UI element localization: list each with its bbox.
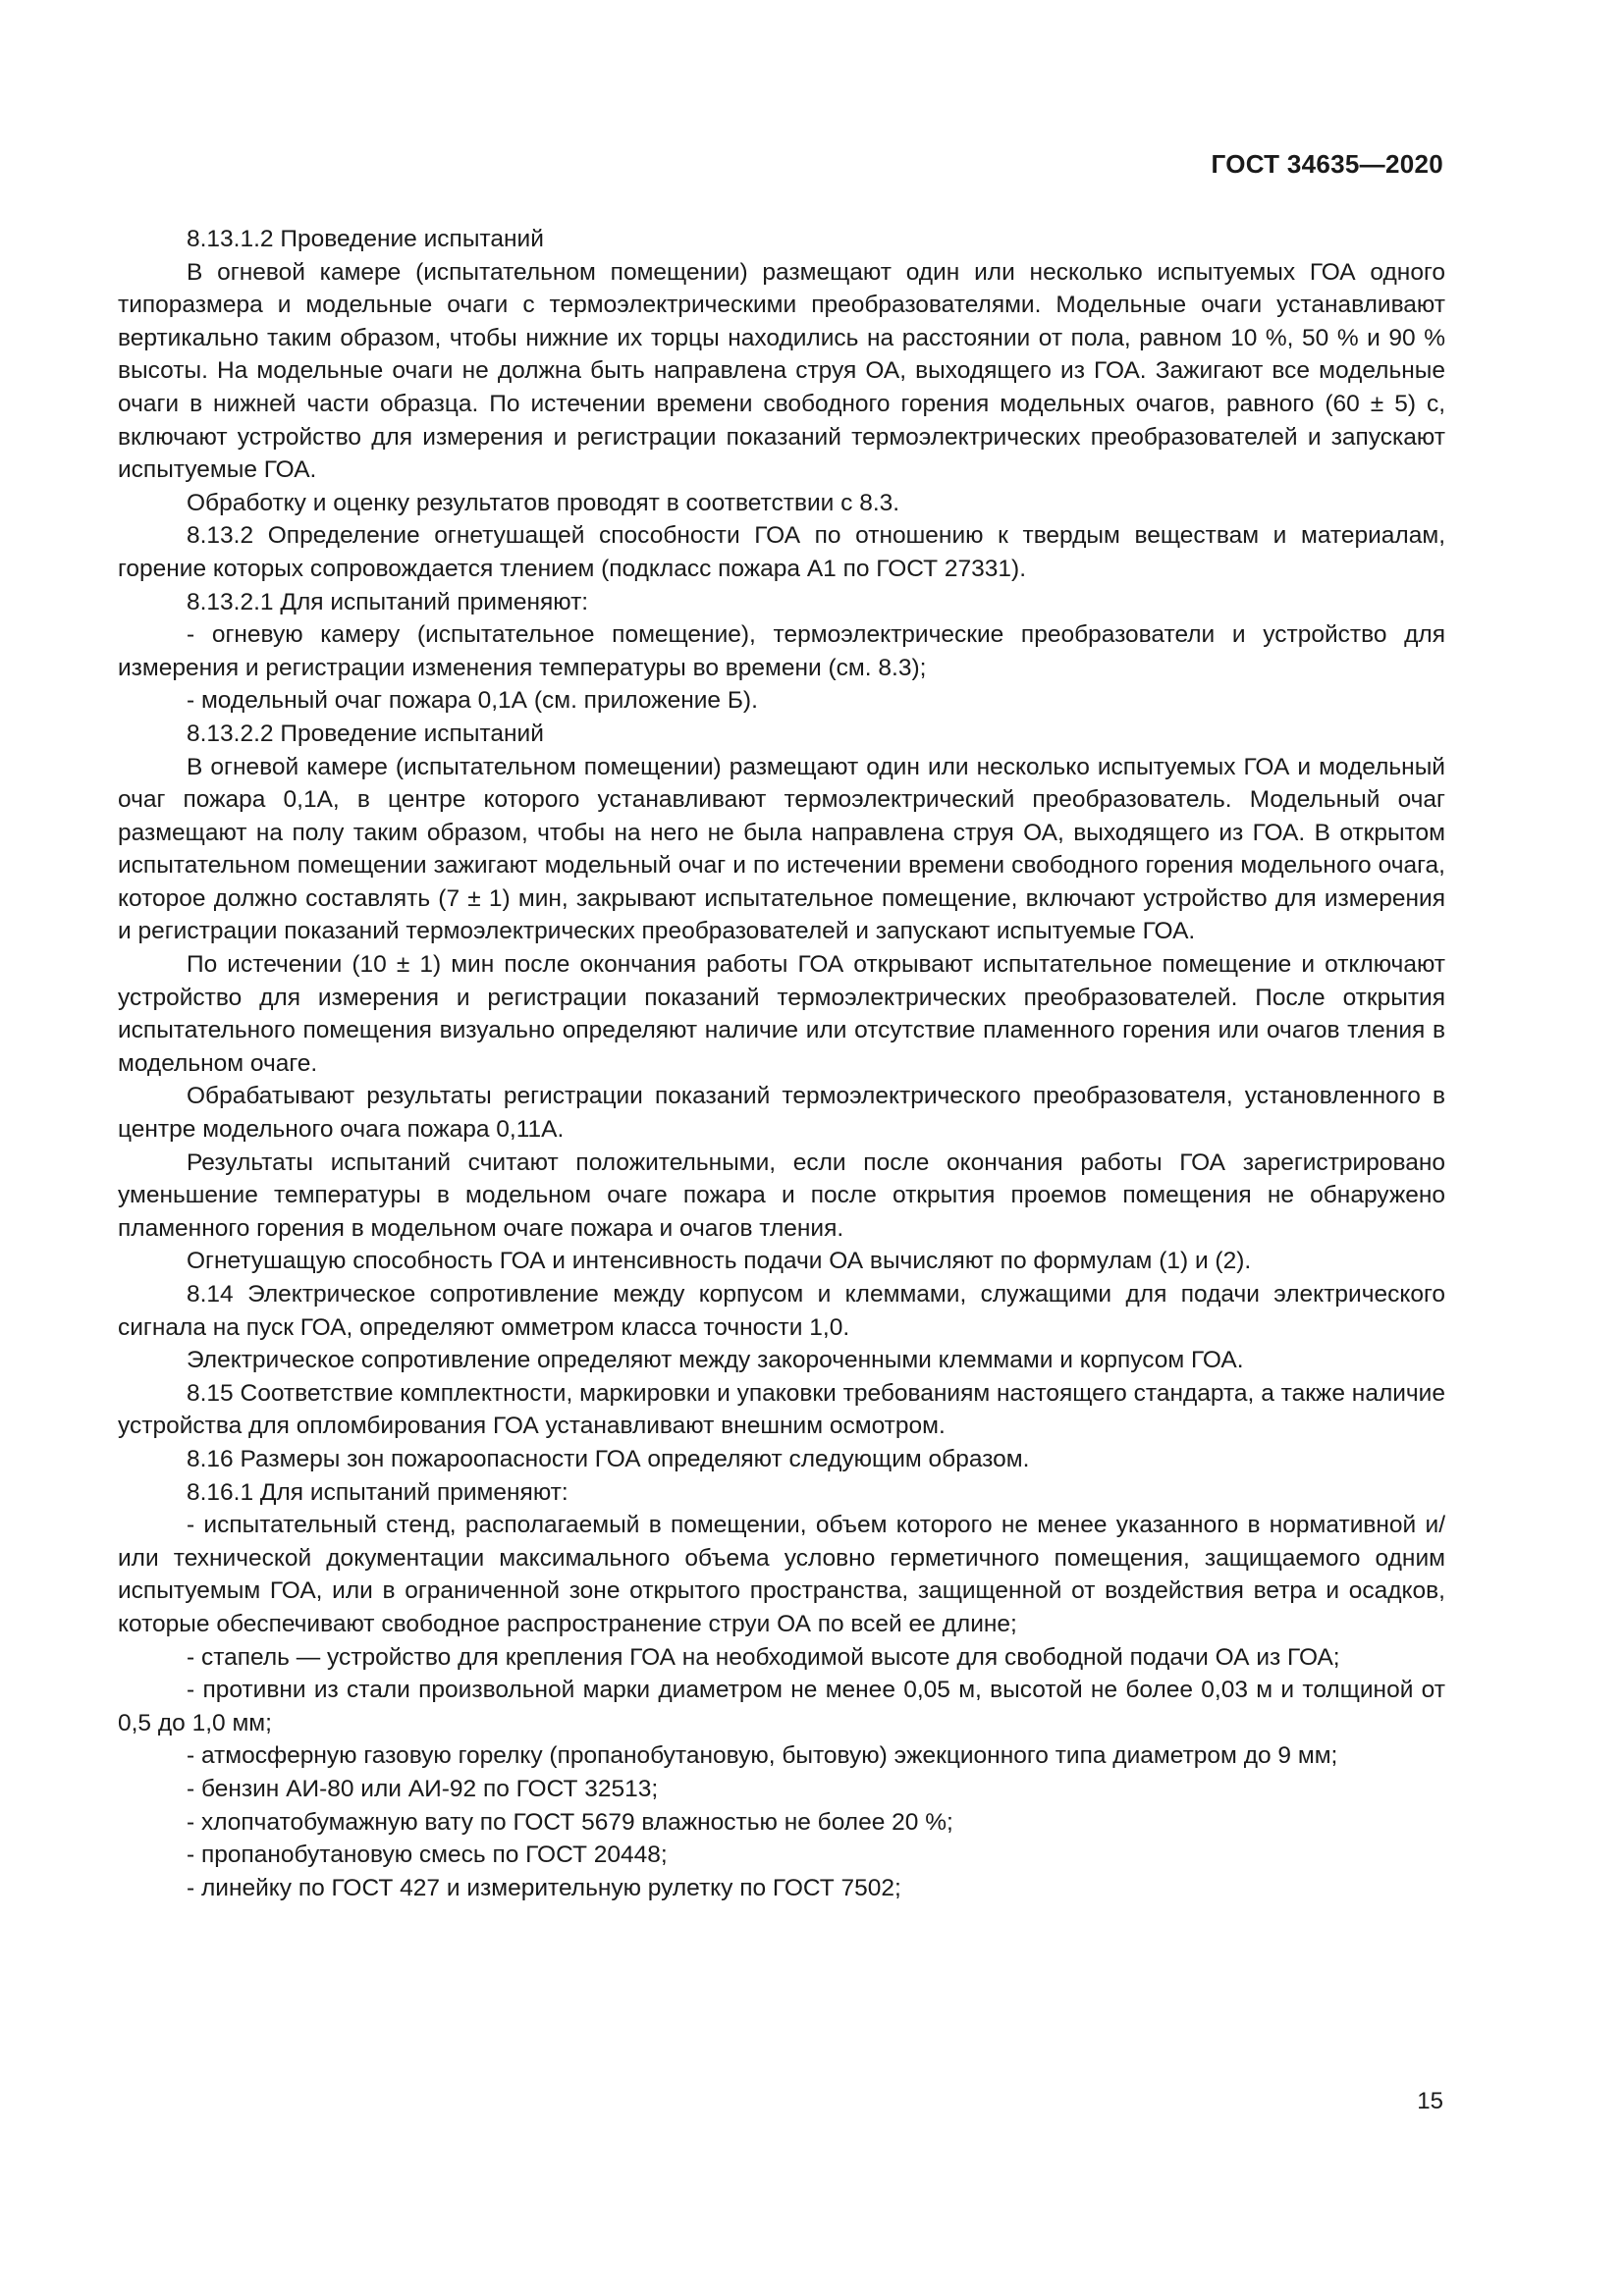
paragraph: Результаты испытаний считают положительными, если после окончания работы ГОА зарегистрировано уменьшение температуры в модельном очаге пожара и после открытия проемов помещения не обнаружено пламенного горения в модельном очаге пожара и очагов тления. [118,1148,1445,1242]
paragraph: 8.16.1 Для испытаний применяют: [187,1478,568,1506]
list-item: - линейку по ГОСТ 427 и измерительную рулетку по ГОСТ 7502; [187,1874,901,1901]
list-item: - модельный очаг пожара 0,1А (см. приложение Б). [187,687,758,715]
list-item: - противни из стали произвольной марки диаметром не менее 0,05 м, высотой не более 0,03 м и толщиной от 0,5 до 1,0 мм; [118,1677,1445,1736]
list-item: - атмосферную газовую горелку (пропанобутановую, бытовую) эжекционного типа диаметром до 9 мм; [187,1742,1338,1770]
paragraph: 8.13.2 Определение огнетушащей способности ГОА по отношению к твердым веществам и материалам, горение которых сопровождается тлением (подкласс пожара А1 по ГОСТ 27331). [118,522,1445,582]
paragraph: 8.15 Соответствие комплектности, маркировки и упаковки требованиям настоящего стандарта, а также наличие устройства для опломбирования ГОА устанавливают внешним осмотром. [118,1379,1445,1440]
list-item: - пропанобутановую смесь по ГОСТ 20448; [187,1842,668,1869]
paragraph: 8.14 Электрическое сопротивление между корпусом и клеммами, служащими для подачи электрического сигнала на пуск ГОА, определяют омметром класса точности 1,0. [118,1281,1445,1341]
list-item: - испытательный стенд, располагаемый в помещении, объем которого не менее указанного в нормативной и/или технической документации максимального объема условно герметичного помещения, защищаемого одним испытуемым ГОА, или в ограниченной зоне открытого пространства, защищенной от воздействия ветра и осадков, которые обеспечивают свободное распространение струи ОА по всей ее длине; [118,1512,1445,1637]
list-item: - стапель — устройство для крепления ГОА на необходимой высоте для свободной подачи ОА из ГОА; [187,1643,1340,1671]
list-item: - бензин АИ-80 или АИ-92 по ГОСТ 32513; [187,1775,659,1802]
document-code-header: ГОСТ 34635—2020 [1211,149,1443,179]
paragraph: 8.16 Размеры зон пожароопасности ГОА определяют следующим образом. [187,1445,1030,1472]
paragraph: Обработку и оценку результатов проводят в соответствии с 8.3. [187,489,900,516]
paragraph: 8.13.1.2 Проведение испытаний [187,226,544,252]
list-item: - огневую камеру (испытательное помещение), термоэлектрические преобразователи и устройство для измерения и регистрации изменения температуры во времени (см. 8.3); [118,621,1445,681]
list-item: - хлопчатобумажную вату по ГОСТ 5679 влажностью не более 20 %; [187,1808,953,1836]
paragraph: Огнетушащую способность ГОА и интенсивность подачи ОА вычисляют по формулам (1) и (2). [187,1248,1252,1275]
paragraph: 8.13.2.1 Для испытаний применяют: [187,588,589,615]
paragraph: Обрабатывают результаты регистрации показаний термоэлектрического преобразователя, установленного в центре модельного очага пожара 0,11А. [118,1083,1445,1144]
paragraph: По истечении (10 ± 1) мин после окончания работы ГОА открывают испытательное помещение и отключают устройство для измерения и регистрации показаний термоэлектрических преобразователей. После открытия испытательного помещения визуально определяют наличие или отсутствие пламенного горения или очагов тления в модельном очаге. [118,951,1445,1077]
document-body [118,223,1445,1904]
paragraph: В огневой камере (испытательном помещении) размещают один или несколько испытуемых ГОА и модельный очаг пожара 0,1А, в центре которого устанавливают термоэлектрический преобразователь. Модельный очаг размещают на полу таким образом, чтобы на него не была направлена струя ОА, выходящего из ГОА. В открытом испытательном помещении зажигают модельный очаг и по истечении времени свободного горения модельного очага, которое должно составлять (7 ± 1) мин, закрывают испытательное помещение, включают устройство для измерения и регистрации показаний термоэлектрических преобразователей и запускают испытуемые ГОА. [118,753,1445,945]
page-number: 15 [1417,2088,1443,2114]
paragraph: 8.13.2.2 Проведение испытаний [187,720,544,747]
paragraph: Электрическое сопротивление определяют между закороченными клеммами и корпусом ГОА. [187,1347,1244,1374]
paragraph: В огневой камере (испытательном помещении) размещают один или несколько испытуемых ГОА одного типоразмера и модельные очаги с термоэлектрическими преобразователями. Модельные очаги устанавливают вертикально таким образом, чтобы нижние их торцы находились на расстоянии от пола, равном 10 %, 50 % и 90 % высоты. На модельные очаги не должна быть направлена струя ОА, выходящего из ГОА. Зажигают все модельные очаги в нижней части образца. По истечении времени свободного горения модельных очагов, равного (60 ± 5) с, включают устройство для измерения и регистрации показаний термоэлектрических преобразователей и запускают испытуемые ГОА. [118,258,1445,484]
